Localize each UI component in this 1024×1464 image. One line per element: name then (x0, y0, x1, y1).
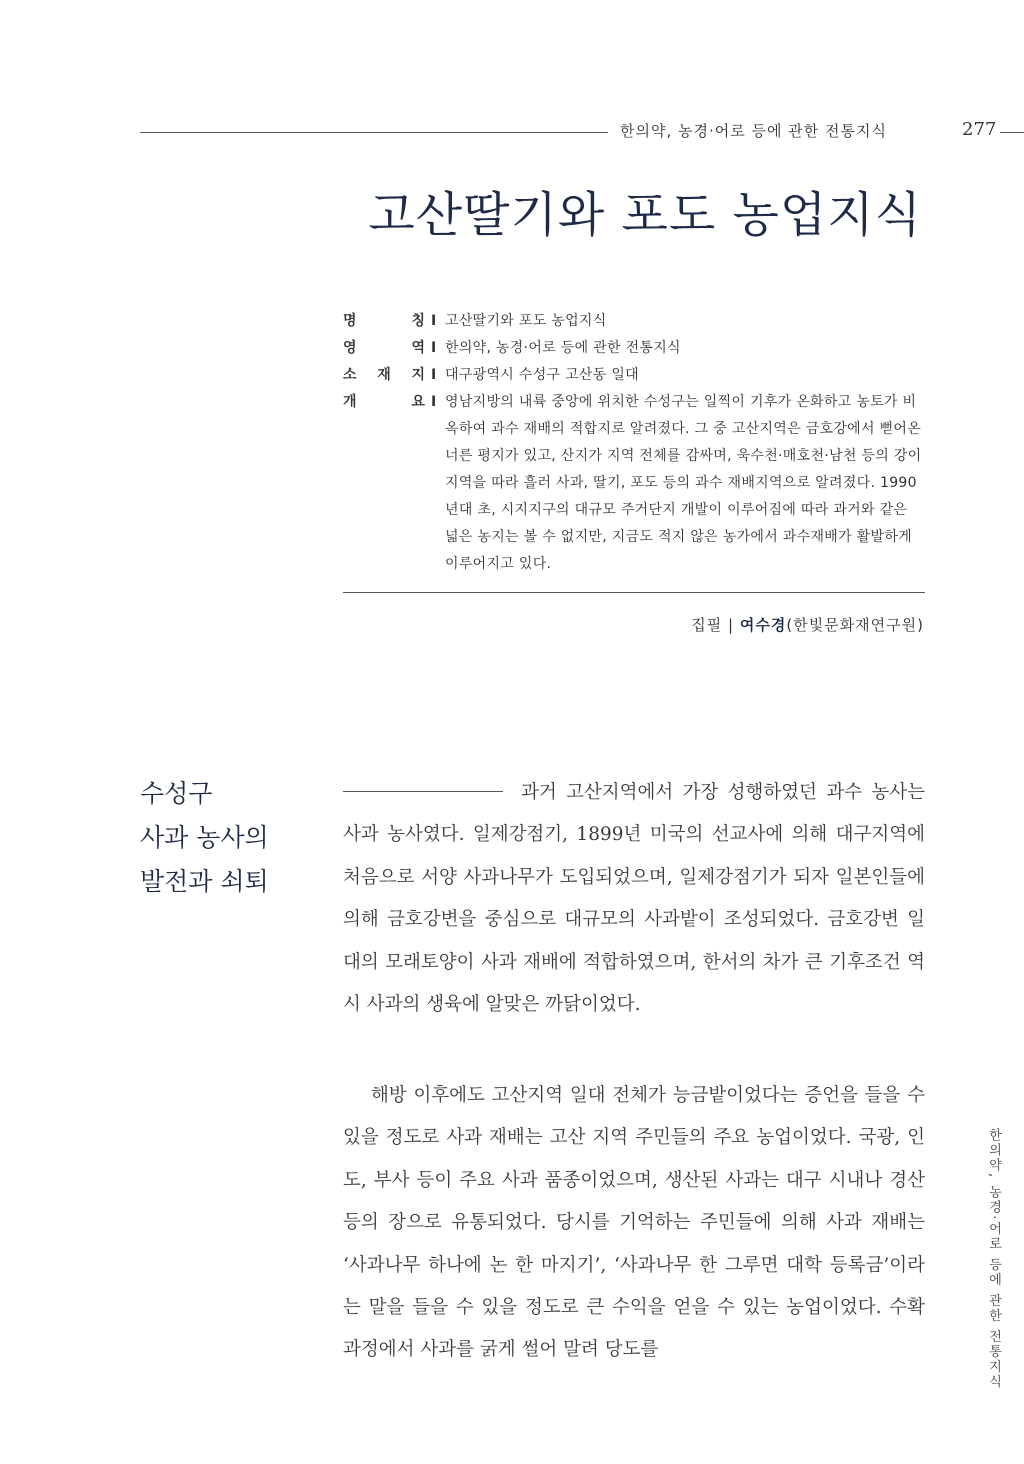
info-label-char: 요 (411, 394, 425, 410)
info-separator: I (431, 394, 437, 410)
info-block (343, 308, 925, 578)
info-label-domain (343, 335, 431, 362)
info-rule (343, 592, 925, 593)
info-label-char: 소 (343, 367, 357, 383)
page-title: 고산딸기와 포도 농업지식 (368, 187, 922, 243)
byline-affiliation: (한빛문화재연구원) (786, 616, 924, 634)
info-label-char: 역 (411, 340, 425, 356)
info-value-summary: 영남지방의 내륙 중앙에 위치한 수성구는 일찍이 기후가 온화하고 농토가 비옥하여 과수 재배의 적합지로 알려졌다. 그 중 고산지역은 금호강에서 뻗어온 너른 평지가 있고, 산지가 지역 전체를 감싸며, 욱수천·매호천·남천 등의 강이 지역을 따라 흘러 사과, 딸기, 포도 등의 과수 재배지역으로 알려졌다. 1990년대 초, 시지지구의 대규모 주거단지 개발이 이루어짐에 따라 과거와 같은 넓은 농지는 볼 수 없지만, 지금도 적지 않은 농가에서 과수재배가 활발하게 이루어지고 있다. (445, 394, 922, 572)
info-label-char: 칭 (411, 313, 425, 329)
byline-separator: | (728, 616, 735, 634)
byline-label: 집필 (691, 616, 723, 634)
info-separator: I (431, 367, 437, 383)
info-label-char: 지 (411, 367, 425, 383)
lead-rule (343, 791, 503, 792)
paragraph-2-container (343, 1075, 925, 1372)
section-heading (140, 772, 269, 904)
side-running-head: 한의약, 농경·어로 등에 관한 전통지식 (986, 1128, 1001, 1390)
page-number: 277 (962, 119, 997, 140)
running-head: 한의약, 농경·어로 등에 관한 전통지식 (620, 122, 887, 140)
byline (691, 614, 924, 635)
byline-author: 여수경 (739, 616, 787, 634)
header-rule-right (1000, 132, 1024, 133)
section-heading-line: 수성구 (140, 779, 213, 808)
info-label-char: 영 (343, 340, 357, 356)
info-value-name: 고산딸기와 포도 농업지식 (445, 313, 607, 329)
paragraph-1-text: 과거 고산지역에서 가장 성행하였던 과수 농사는 사과 농사였다. 일제강점기, 1899년 미국의 선교사에 의해 대구지역에 처음으로 서양 사과나무가 도입되었으며, 일제강점기가 되자 일본인들에 의해 금호강변을 중심으로 대규모의 사과밭이 조성되었다. 금호강변 일대의 모래토양이 사과 재배에 적합하였으며, 한서의 차가 큰 기후조건 역시 사과의 생육에 알맞은 까닭이었다. (343, 782, 925, 1016)
section-heading-line: 사과 농사의 (140, 823, 269, 852)
info-separator: I (431, 313, 437, 329)
info-separator: I (431, 340, 437, 356)
info-label-summary (343, 389, 431, 578)
info-row-summary (343, 389, 925, 578)
paragraph-2: 해방 이후에도 고산지역 일대 전체가 능금밭이었다는 증언을 들을 수 있을 정도로 사과 재배는 고산 지역 주민들의 주요 농업이었다. 국광, 인도, 부사 등이 주요 사과 품종이었으며, 생산된 사과는 대구 시내나 경산 등의 장으로 유통되었다. 당시를 기억하는 주민들에 의해 사과 재배는 ‘사과나무 하나에 논 한 마지기’, ‘사과나무 한 그루면 대학 등록금’이라는 말을 들을 수 있을 정도로 큰 수익을 얻을 수 있는 농업이었다. 수확 과정에서 사과를 굵게 썰어 말려 당도를 (343, 1085, 925, 1361)
info-label-location (343, 362, 431, 389)
paragraph-1-container (343, 772, 925, 1026)
info-label-char: 명 (343, 313, 357, 329)
info-value-location: 대구광역시 수성구 고산동 일대 (445, 367, 639, 383)
info-label-char: 재 (377, 367, 391, 383)
info-row-name (343, 308, 925, 335)
info-value-domain: 한의약, 농경·어로 등에 관한 전통지식 (445, 340, 681, 356)
info-label-char: 개 (343, 394, 357, 410)
header-rule-left (140, 132, 608, 133)
info-row-location (343, 362, 925, 389)
info-row-domain (343, 335, 925, 362)
section-heading-line: 발전과 쇠퇴 (140, 867, 269, 896)
paragraph-1 (343, 772, 925, 1026)
info-label-name (343, 308, 431, 335)
